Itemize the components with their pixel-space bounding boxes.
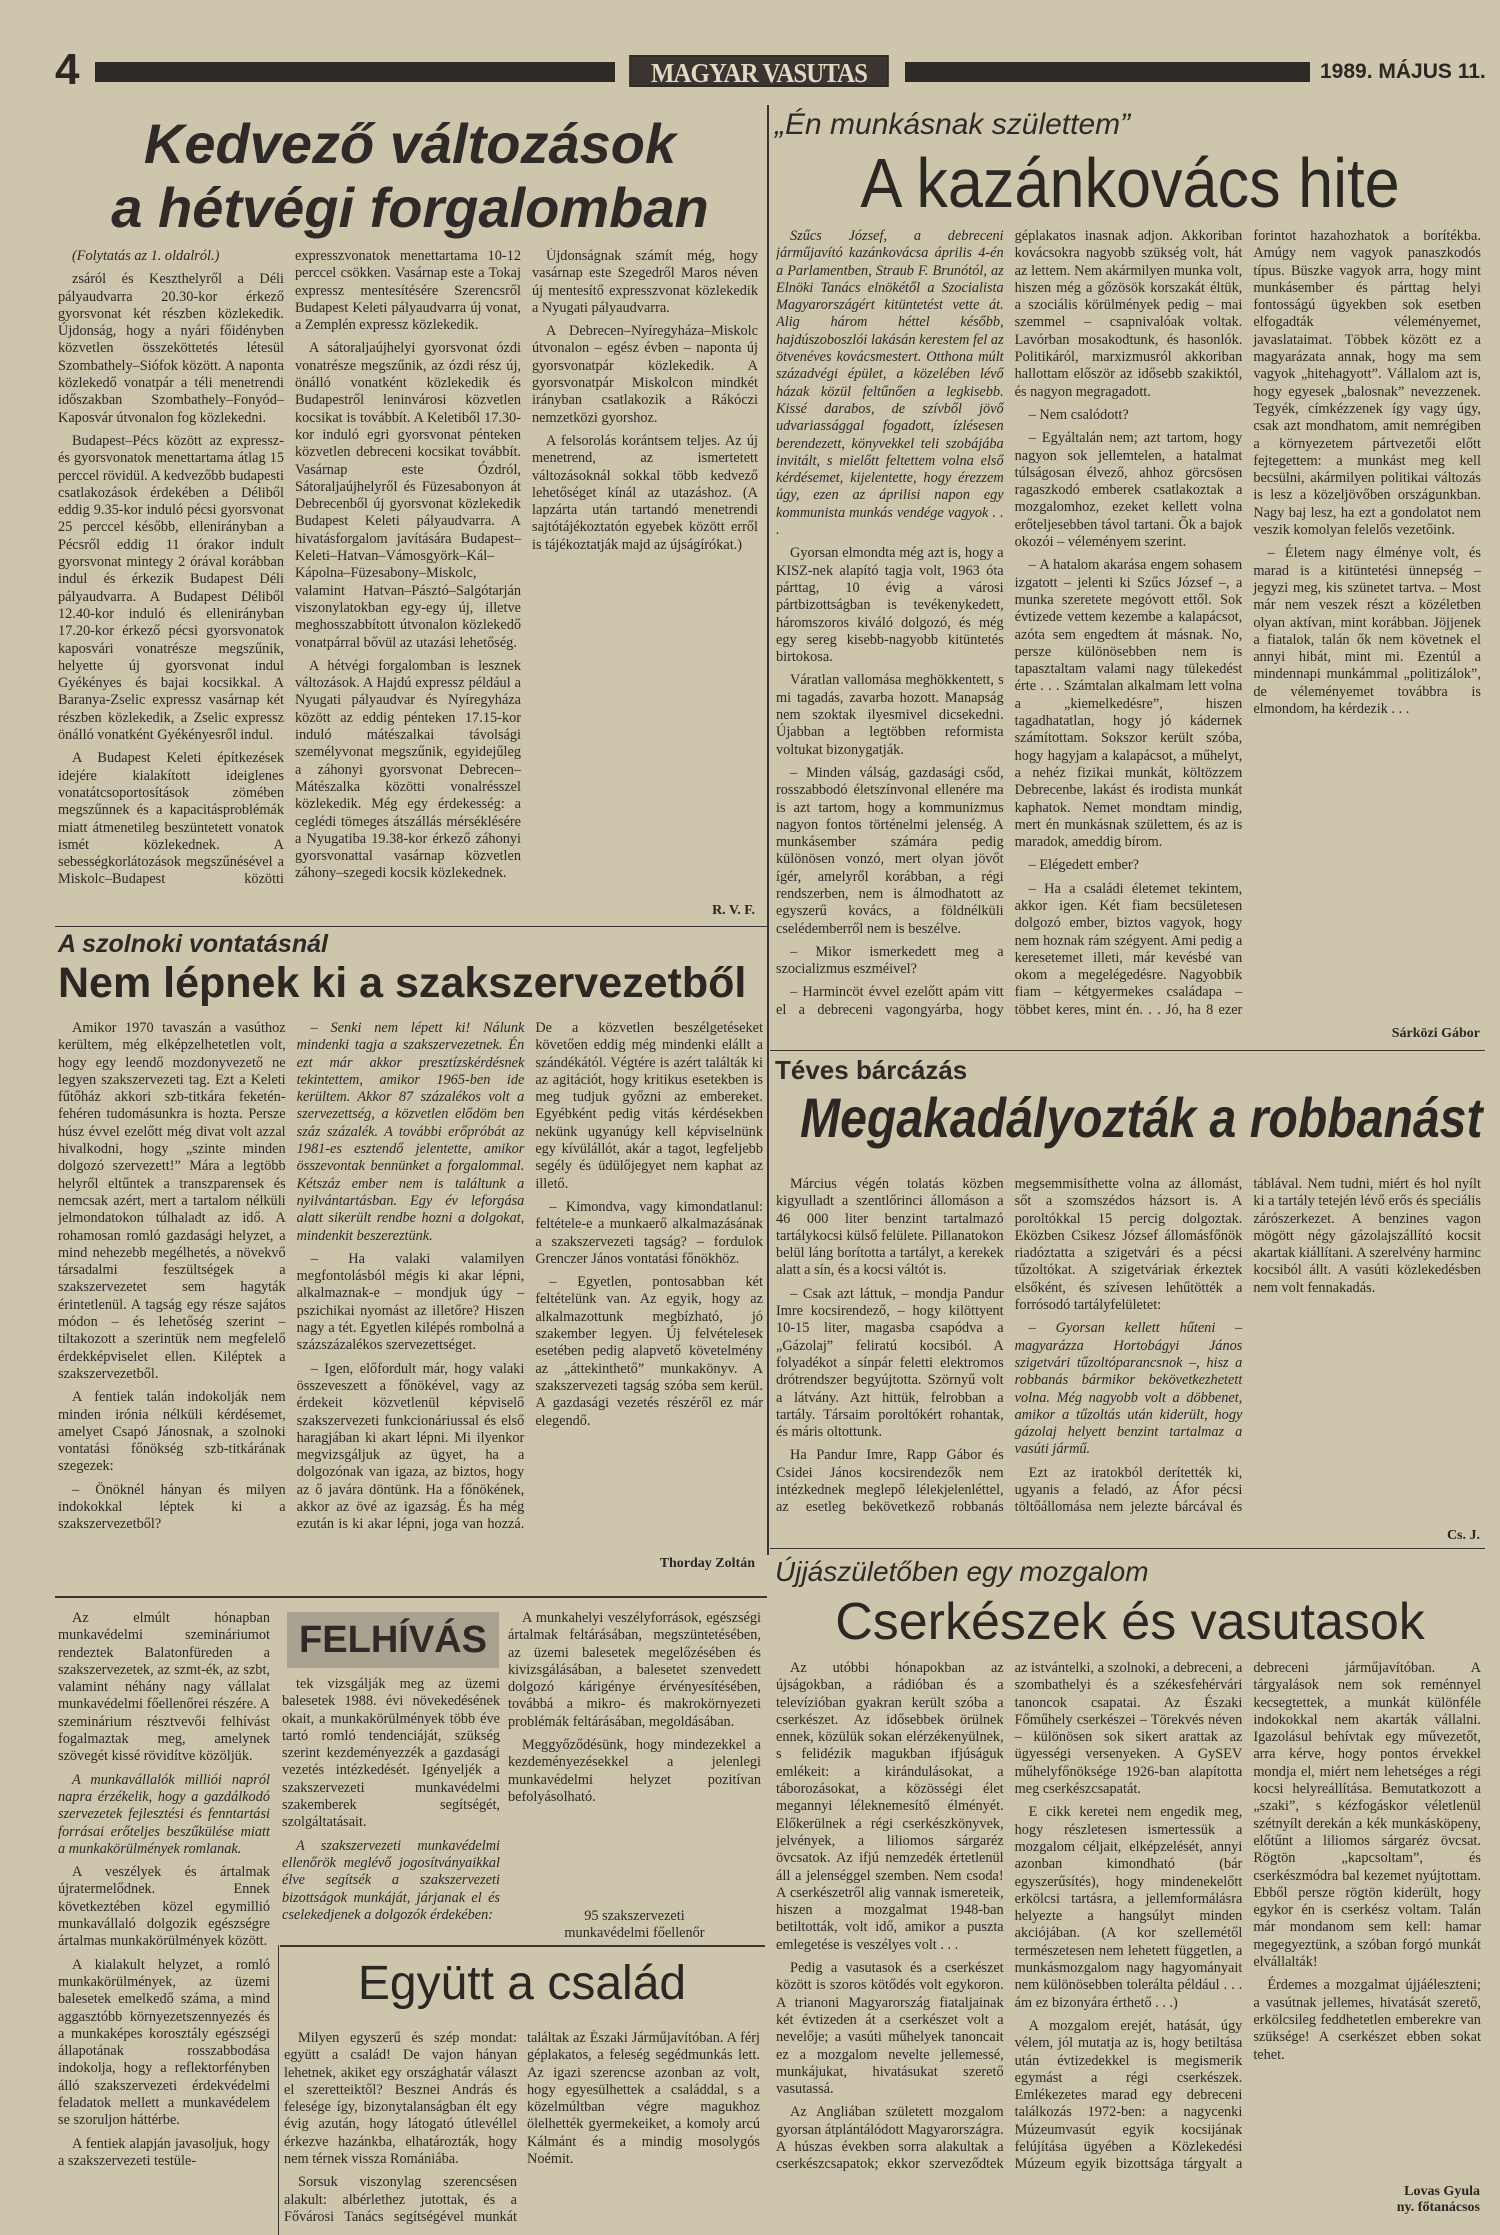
paragraph: – Ha valaki valamilyen megfontolásból mégis ki akar lépni, alkalmaznak-e – mondjuk úgy – pszichikai nyomást az illetőre? Hiszen nagy a tét. Egyetlen kilépés rombolná a százszázalékos szervezettséget. (296, 1250, 525, 1354)
headline: A kazánkovács hite (860, 144, 1400, 222)
section-divider (55, 1596, 767, 1598)
masthead-bar-right (905, 62, 1310, 82)
paragraph: – Önöknél hányan és milyen indokokkal léptek ki a szakszervezetből? (58, 1481, 286, 1533)
paragraph: A mozgalom erejét, hatását, úgy vélem, jól mutatja az is, hogy betiltása után évtizedekkel is megismerik egymást a régi cserkészek. Emlékezetes marad egy debreceni találkozás 1972-ben: a nagycenki Múzeumvasút egyik kocsijának felújítása ügyében a Közlekedési Múzeum egyik bizottsága tárgyalt a debreceni járműjavítóban. A tárgyalások nem sok reménnyel kecsegtettek, a munkát különféle indokokkal nem akarták vállalni. Igazolásul behívtak egy művezetőt, arra kérve, hogy pontos érvekkel mondja el, miért nem lehetséges a régi kocsi helyreállítása. Bemutatkozott a „szaki”, s kézfogáskor véletlenül szétnyílt derekán a kék munkásköpeny, előtűnt a liliomos sárgaréz övcsat. Rögtön „kapcsoltam”, és cserkészmódra bal kezemet nyújtottam. Ebből persze rögtön kiderült, hogy egykor én is cserkész voltam. Talán már mondanom sem kell: hamar megegyeztünk, a szóban forgó munkát elvállalták! (1014, 1660, 1481, 2173)
paragraph: Ha Pandur Imre, Rapp Gábor és Csidei János kocsirendezők nem intézkednek meglepő lélekjelenléttel, az esetleg bekövetkező robbanás megsemmisíthette volna az állomást, sőt a szomszédos házsort is. A poroltókkal 15 percig dolgoztak. Eközben Csikesz József állomásfőnök riadóztatta a szigetvári és a pécsi tűzoltókat. A szigetváriak érkeztek elsőként, és szívesen lehűtötték a forrósodó tartályfelületet: (776, 1176, 1243, 1516)
article-body (776, 1176, 1481, 1526)
article-body (776, 1660, 1481, 2180)
paragraph: A fentiek alapján javasoljuk, hogy a szakszervezeti testüle- (58, 2135, 270, 2169)
paragraph: – Gyorsan kellett hűteni – magyarázza Hortobágyi János szigetvári tűzoltóparancsnok –, hisz a robbanás bármikor bekövetkezhetett volna. Még nagyobb volt a döbbenet, amikor a tűzoltás után kiderült, hogy gázolaj helyett benzint tartalmaz a vasúti jármű. (1014, 1320, 1243, 1458)
appeal-column-3 (508, 1610, 761, 1910)
author-name: Lovas Gyula (1404, 2184, 1480, 2199)
headline (60, 112, 760, 240)
headline-line: a hétvégi forgalomban (111, 176, 709, 239)
kicker: Újjászületőben egy mozgalom (775, 1556, 1149, 1587)
issue-date: 1989. MÁJUS 11. (1320, 60, 1486, 83)
paragraph: – Egyáltalán nem; azt tartom, hogy nagyon sok jellemtelen, a hatalmat túlságosan élvező, ahhoz görcsösen ragaszkodó emberek csatlakoztak a mozgalomhoz, ezeket kellett volna erőteljesebben távol tartani. Ők a bajok okozói – véleményem szerint. (1014, 430, 1243, 551)
paragraph: – Mikor ismerkedett meg a szocializmus eszméivel? (776, 943, 1004, 978)
paragraph: E cikk keretei nem engedik meg, hogy részletesen ismertessük a mozgalom céljait, elképzelését, annyi azonban kimondható (bár egyszerűsítés), hogy mindenekelőtt erkölcsi tartásra, a jellemformálásra helyezte a hangsúlyt minden akciójában. (A kor szellemétől természetesen nem lehetett független, a munkásmozgalom nagy hagyományait nem különösebben tolerálta például . . . ám ez bizonyára érthető . . .) (1014, 1804, 1243, 2011)
headline: Nem lépnek ki a szakszervezetből (58, 959, 747, 1007)
paragraph: – Harmincöt évvel ezelőtt apám vitt el a debreceni vagongyárba, hogy géplakatos inasnak adjon. Akkoriban kovácsokra nagyobb szükség volt, hát az lettem. Nem akármilyen munka volt, hiszen még a gőzösök korszakát éltük, a szociális körülmények pedig – mai szemmel – csapnivalóak voltak. Lavórban mosakodtunk, és hasonlók. Politikáról, marxizmusról akkoriban hallottam először az idősebb szakiktól, és nagyon megragadott. (776, 228, 1243, 1018)
section-divider (278, 1945, 279, 2235)
paragraph: – Kimondva, vagy kimondatlanul: feltétele-e a munkaerő alkalmazásának a szakszervezeti tagság? – fordulok Grenczer János vontatási főnökhöz. (535, 1198, 763, 1267)
paragraph: Gyorsan elmondta még azt is, hogy a KISZ-nek alapító tagja volt, 1963 óta párttag, 10 évig a városi pártbizottságban is tevékenykedett, háromszoros kiváló dolgozó, és még egy sereg kisebb-nagyobb kitüntetés birtokosa. (776, 545, 1004, 666)
paragraph: – Életem nagy élménye volt, és marad is a kitüntetési ünnepség – jegyzi meg, kis szünetet tartva. – Most már nem veszek részt a közéletben olyan aktívan, mint korábban. Jöjjenek a fiatalok, talán ők nem követnek el annyi hibát, mint mi. Ezentúl a mindennapi munkámmal „politizálok”, de véleményemet továbbra is elmondom, ha kérdezik . . . (1253, 545, 1481, 718)
paragraph: – Ha a családi életemet tekintem, akkor igen. Két fiam becsületesen dolgozó ember, biztos vagyok, hogy nem hoznak rám szégyent. Ami pedig a keresetemet illeti, már kevésbé van okom a megelégedésre. Nagyobbik fiam – kétgyermekes családapa – többet keres, mint én. . . Jó, ha 8 ezer forintot hazahozhatok a borítékba. Amúgy nem vagyok panaszkodós típus. Büszke vagyok arra, hogy mint munkásember és párttag helyi fontosságú ügyekben sok esetben elfogadták véleményemet, javaslataimat. Többek között ez a magyarázata annak, hogy ma sem vagyok „hitehagyott”. Vállalom azt is, hogy egyesek „balosnak” nevezzenek. Tegyék, címkézzenek így vagy úgy, csak azt mondhatom, amit nemrégiben a környezetem pártvezetői előtt fejtegettem: a munkást meg kell becsülni, akármilyen politikai változás is lesz a közeljövőben országunkban. Nagy baj lesz, ha ezt a gondolatot nem veszik komolyan felelős vezetőink. (1014, 228, 1481, 1018)
paragraph: Budapest–Pécs között az expressz- és gyorsvonatok menettartama átlag 15 perccel rövidül. A kedvezőbb budapesti csatlakozások érdekében a Déliből eddig 9.35-kor induló pécsi gyorsvonat 25 perccel később, ellenirányban a Pécsről eddig 11 órakor indult gyorsvonat mintegy 2 órával korábban indul és érkezik Budapest Déli pályaudvarra. A Budapest Déliből 12.40-kor induló és ellenirányban 17.20-kor érkező pécsi gyorsvonatok kaposvári vonatrésze megszűnik, helyette új gyorsvonat indul Gyékényes és bajai kocsikkal. A Baranya-Zselic expressz vasárnap két részben közlekedik, a Zselic expressz önálló vonatként Gyékényesről indul. (58, 432, 284, 744)
paragraph: – Csak azt láttuk, – mondja Pandur Imre kocsirendező, – hogy kilöttyent 10-15 liter, magasba csapódva a „Gázolaj” feliratú kocsiból. A folyadékot a sínpár feletti elektromos drótrendszer begyújtotta. Szörnyű volt a látvány. Azt hittük, felrobban a tartály. Társaim poroltókért rohantak, és máris oltottunk. (776, 1285, 1004, 1441)
signature-line: munkavédelmi főellenőr (564, 1925, 705, 1941)
paragraph: zsáról és Keszthelyről a Déli pályaudvarra 20.30-kor érkező gyorsvonat két részben közlekedik. Újdonság, hogy a nyári főidényben közvetlen összeköttetés létesül Szombathely–Siófok között. A naponta közlekedő vonatpár a téli menetrendi időszakban Szombathely–Fonyód–Kaposvár útvonalon fog közlekedni. (58, 271, 284, 426)
section-divider (770, 1548, 1485, 1549)
paragraph: A sátoraljaújhelyi gyorsvonat ózdi vonatrésze megszűnik, az ózdi rész új, önálló vonatként közlekedik és Budapestről leninvárosi közvetlen kocsikat is továbbít. A Keletiből 17.30-kor induló egri gyorsvonat pénteken közvetlen debreceni kocsikat továbbít. Vasárnap este Ózdról, Sátoraljaújhelyről és Füzesabonyon át Debrecenből új gyorsvonat közlekedik Budapest Keleti pályaudvarra. A hivatásforgalom javítására Budapest–Keleti–Hatvan–Vámosgyörk–Kál–Kápolna–Füzesabony–Miskolc, valamint Hatvan–Pásztó–Salgótarján viszonylatokban egy-egy új, illetve meghosszabbított útvonalon közlekedő vonatpárral bővül az utazási lehetőség. (295, 340, 521, 651)
paragraph: (Folytatás az 1. oldalról.) (72, 248, 220, 264)
paragraph: – Minden válság, gazdasági csőd, rosszabbodó életszínvonal ellenére ma is azt tartom, hogy a kommunizmus nagyon fontos történelmi jelenség. A munkásember számára pedig különösen vonzó, mert olyan jövőt ígér, amelyről korábban, a régi rendszerben, nem is álmodhatott az egyszerű kovács, a földnélküli cselédemberről nem is beszélve. (776, 764, 1004, 937)
page-number: 4 (55, 45, 80, 94)
paragraph: A fentiek talán indokolják nem minden irónia nélküli kérdésemet, amelyet Csapó Jánosnak, a szolnoki vontatási főnökség szb-titkárának szegezek: (58, 1389, 286, 1475)
appeal-column-1 (58, 1610, 270, 2235)
paragraph: tek vizsgálják meg az üzemi balesetek 1988. évi növekedésének okait, a munkakörülmények több éve tartó romló tendenciáját, szükség szerint kezdeményezzék a gazdasági vezetés intézkedését. Igényeljék a szakszervezeti munkavédelmi szakemberek segítségét, szolgáltatásait. (282, 1676, 500, 1831)
headline-line: Kedvező változások (143, 112, 677, 175)
section-divider (55, 926, 767, 927)
paragraph: Újdonságnak számít még, hogy vasárnap este Szegedről Maros néven új mentesítő expresszvonat közlekedik a Nyugati pályaudvarra. (532, 248, 758, 316)
paragraph: Az elmúlt hónapban munkavédelmi szemináriumot rendeztek Balatonfüreden a szakszervezetek, az szmt-ék, az szbt, valamint néhány nagy vállalat munkavédelmi főellenőrei részére. A szeminárium résztvevői felhívást fogalmaztak meg, amelynek szövegét kissé rövidítve közöljük. (58, 1610, 270, 1765)
column-divider (767, 105, 769, 1555)
appeal-signature (508, 1908, 761, 1942)
byline: R. V. F. (712, 903, 755, 918)
newspaper-title: MAGYAR VASUTAS (629, 55, 888, 87)
paragraph: – A hatalom akarása engem sohasem izgatott – jelenti ki Szűcs József –, a munka szeretete megóvott ettől. Sok évtizede vettem kezembe a kalapácsot, azóta sem engedtem át másnak. No, persze különösebben nem is tapasztaltam valami nagy tülekedést érte . . . Számtalan alkalmam lett volna a „kiemelkedésre”, hiszen tagadhatatlan, hogy jó kádernek számítottam. Sokszor került szóba, hogy hagyjam a kalapácsot, a műhelyt, a nehéz fizikai munkát, költözzem Debrecenbe, lakást és irodista munkát kaphatok. Nemet mondtam mindig, mert én munkásnak születtem, és az is maradok, ameddig bírom. (1014, 557, 1243, 851)
paragraph: A Debrecen–Nyíregyháza–Miskolc útvonalon – egész évben – naponta új gyorsvonatpár közlekedik. A gyorsvonatpár Miskolcon mindkét irányban csatlakozik a Rákóczi nemzetközi gyorshoz. (532, 323, 758, 426)
appeal-column-2 (282, 1676, 500, 1938)
paragraph: A munkavállalók milliói napról napra érzékelik, hogy a gazdálkodó szervezetek fejlesztési és fenntartási forrásai erőteljes beszűkülése miatt a munkakörülmények romlanak. (58, 1771, 270, 1857)
byline (1260, 2184, 1480, 2216)
appeal-title: FELHÍVÁS (287, 1612, 499, 1668)
paragraph: – Nem csalódott? (1028, 406, 1129, 423)
paragraph: A munkahelyi veszélyforrások, egészségi ártalmak feltárásában, megszüntetésében, az üzemi balesetek megelőzésében és kivizsgálásában, a balesetet szenvedett dolgozó kárigénye érvényesítésében, továbbá a mikro- és makrokörnyezeti problémák feltárásában, megoldásában. (508, 1610, 761, 1730)
paragraph: Az utóbbi hónapokban az újságokban, a rádióban és a televízióban gyakran került szóba a cserkészet. Az idősebbek örülnek ennek, közülük sokan elérzékenyülnek, s felidézik magukban ifjúságuk emlékeit: a kirándulásokat, a táborozásokat, a közösségi élet megannyi léleknemesítő élményét. Előkerülnek a régi cserkészkönyvek, jelvények, a liliomos sárgaréz övcsatok. Az ifjú nemzedék értetlenül áll a jelenséggel szemben. Nem csoda! A cserkészetről alig vannak ismereteik, hiszen a mozgalmat 1948-ban betiltották, volt idő, amikor a puszta emlegetése is veszélyes volt . . . (776, 1660, 1004, 1953)
paragraph: Milyen egyszerű és szép mondat: együtt a család! De vajon hányan lehetnek, akiket egy országhatár választ el szeretteiktől? Besznei András és felesége így, bizonytalanságban élt egy évig azután, hogy látogató útlevéllel érkezve hazánkba, elhatározták, hogy nem térnek vissza Romániába. (284, 2030, 517, 2168)
article-body (776, 228, 1481, 1020)
headline: Együtt a család (357, 1957, 687, 2010)
headline: Megakadályozták a robbanást (800, 1086, 1483, 1149)
article-body (58, 1020, 763, 1540)
headline: Cserkészek és vasutasok (835, 1593, 1425, 1651)
paragraph: Ezt az iratokból derítették ki, ugyanis a feladó, az Áfor pécsi töltőállomása nem jelezte bárcával és táblával. Nem tudni, miért és hol nyílt ki a tartály tetején lévő erős és speciális zárószerkezet. A benzines vagon mögött négy gázolajszállító kocsit akartak kiállítani. A szerelvény harminc kocsiból állt. A vasúti közlekedésben nem volt fennakadás. (1014, 1176, 1481, 1516)
paragraph: Pedig a vasutasok és a cserkészet között is szoros kötődés volt egykoron. A trianoni Magyarország fiataljainak két évtizeden át a cserkészet volt a nevelője; a vasúti műhelyek tanoncait ez a mozgalom nevelte jellemessé, munkájukat, hivatásukat szerető vasutassá. (776, 1960, 1004, 2098)
byline: Cs. J. (1446, 1528, 1480, 1543)
paragraph: A felsorolás korántsem teljes. Az új menetrend, az ismertetett változásoknál sokkal több kedvező lehetőséget kínál az utazáshoz. (A lapzárta után tartandó menetrendi sajtótájékoztatón egyebek között erről is tájékoztatják majd az újságírókat.) (532, 432, 758, 553)
article-body (58, 248, 758, 903)
paragraph: – Senki nem lépett ki! Nálunk mindenki tagja a szakszervezetnek. Én ezt már akkor presztízskérdésnek tekintettem, amikor 1965-ben ide kerültem. Akkor 87 százalékos volt a szervezettség, a közvetlen elődöm ben száz százalék. A további erőpróbát az 1981-es esztendő jelentette, amikor összevontak bennünket a forgalommal. Kétszáz ember nem is találtunk a nyilvántartásban. Egy év leforgása alatt sikerült rendbe hozni a dolgokat, mindenkit beszereztünk. (296, 1020, 525, 1244)
author-title: ny. főtanácsos (1396, 2200, 1480, 2215)
article-body (284, 2030, 760, 2235)
paragraph: A szakszervezeti munkavédelmi ellenőrök meglévő jogosítványaikkal élve segítsék a szakszervezeti bizottságok munkáját, járjanak el és cselekedjenek a dolgozók érdekében: (282, 1837, 500, 1923)
kicker: A szolnoki vontatásnál (58, 930, 328, 958)
masthead-bar-left (95, 62, 615, 82)
paragraph: – Egyetlen, pontosabban két feltételünk van. Az egyik, hogy az alkalmazottunk megbízható, jó szakember legyen. Új felvételesek esetében pedig alapvető követelmény az „áttekinthető” munkakönyv. A szakszervezeti tagság szóba sem kerül. A gazdasági vezetés részéről ez már elegendő. (535, 1274, 763, 1429)
section-divider (770, 1050, 1485, 1051)
byline: Thorday Zoltán (659, 1556, 755, 1571)
paragraph: Március végén tolatás közben kigyulladt a szentlőrinci állomáson a 46 000 liter benzint tartalmazó tartálykocsi külső felülete. Pillanatokon belül láng borította a tartályt, a kerekek alatt a sín, és a kocsi váltót is. (776, 1176, 1004, 1279)
paragraph: Amikor 1970 tavaszán a vasúthoz kerültem, még elképzelhetetlen volt, hogy egy leendő mozdonyvezető ne legyen szakszervezeti tag. Ezt a Keleti fűtőház akkori szb-titkára feketén-fehéren tudomásunkra is hozta. Persze húsz évvel ezelőtt még divat volt azzal hivalkodni, hogy „szinte minden dolgozó szervezett!” Mára a legtöbb helyről eltűntek a transzparensek és nemcsak azért, mert a tartalom nélküli jelmondatokon túlhaladt az idő. A rohamosan romló gazdasági helyzet, a mind nehezebb megélhetés, a növekvő társadalmi feszültségek a szakszervezetet sem hagyták érintetlenül. A tagság egy része sajátos módon – és lehetőség szerint – tiltakozott a szerintük nem megfelelő érdekképviselet ellen. Kiléptek a szakszervezetből. (58, 1020, 286, 1382)
paragraph: – Elégedett ember? (1028, 857, 1140, 874)
paragraph: Meggyőződésünk, hogy mindezekkel a kezdeményezésekkel a jelenlegi munkavédelmi helyzet pozitívan befolyásolható. (508, 1737, 761, 1805)
byline: Sárközi Gábor (1391, 1026, 1480, 1041)
kicker: Téves bárcázás (775, 1055, 968, 1085)
kicker: „Én munkásnak születtem” (775, 108, 1131, 141)
paragraph: Sorsuk viszonylag szerencsésen alakult: albérlethez jutottak, és a Fővárosi Tanács segítségével munkát találtak az Északi Járműjavítóban. A férj géplakatos, a feleség segédmunkás lett. Az igazi szerencse azonban az volt, hogy egyesülhettek a családdal, s a közelmúltban végre magukhoz ölelhették gyermekeiket, a komoly arcú Kálmánt és a mindig mosolygós Noémit. (284, 2030, 760, 2225)
section-divider (280, 1945, 765, 1947)
paragraph: Váratlan vallomása meghökkentett, s mi tagadás, zavarba hozott. Manapság nem szoktak ilyesmivel dicsekedni. Újabban a legtöbben reformista voltukat bizonygatják. (776, 672, 1004, 758)
paragraph: A kialakult helyzet, a romló munkakörülmények, az üzemi balesetek emelkedő száma, a mind aggasztóbb környezetszennyezés és a munkaképes korosztály egészségi állapotának rosszabbodása indokolja, hogy a reflektorfényben álló szakszervezeti érdekvédelmi feladatok mellett a munkavédelem se szoruljon háttérbe. (58, 1956, 270, 2129)
paragraph: A hétvégi forgalomban is lesznek változások. A Hajdú expressz például a Nyugati pályaudvar és Nyíregyháza között az eddig pénteken 17.15-kor induló mátészalkai távolsági személyvonat megszűnik, egyidejűleg a záhonyi gyorsvonat Debrecen–Mátészalka közötti vonalrésszel közlekedik. Még egy érdekesség: a ceglédi tömeges átszállás mérséklésére a Nyugatiba 19.38-kor érkező záhonyi gyorsvonattal vasárnap közvetlen záhony–szegedi kocsik közlekednek. (295, 657, 521, 882)
paragraph: – Igen, előfordult már, hogy valaki összeveszett a főnökével, vagy az érdekeit közvetlenül képviselő szakszervezeti funkcionáriussal és első haragjában ki akart lépni. Mi ilyenkor megvizsgáljuk az ügyet, ha a dolgozónak van igaza, az biztos, hogy az ő javára döntünk. Ha a főnökének, akkor az övé az igazság. És ha még ezután is ki akar lépni, joga van hozzá. De a közvetlen beszélgetéseket követően eddig még mindenki elállt a szándékától. Végtére is azért találták ki az agitációt, hogy kritikus esetekben is meg tudjuk győzni az embereket. Egyébként pedig vitás kérdésekben nekünk ugyanúgy kell képviselnünk egy kívülállót, akár a tagot, legfeljebb segély és üdülőjegyet nem kaphat az illető. (296, 1020, 763, 1533)
paragraph: A veszélyek és ártalmak újratermelődnek. Ennek következtében közel egymillió munkavállaló dolgozik egészségre ártalmas munkakörülmények között. (58, 1864, 270, 1950)
paragraph: Érdemes a mozgalmat újjáéleszteni; a vasútnak jellemes, hivatását szerető, erkölcsileg feddhetetlen emberekre van szüksége! A cserkészet ebben sokat tehet. (1253, 1977, 1481, 2063)
paragraph: Szűcs József, a debreceni járműjavító kazánkovácsa április 4-én a Parlamentben, Straub F. Brunótól, az Elnöki Tanács elnökétől a Szocialista Magyarországért kitüntetést vette át. Alig három héttel később, hajdúszoboszlói lakásán kerestem fel az ötvenéves kovácsmestert. Otthona múlt századvégi épület, a közelében lévő házak közül feltűnően a legkisebb. Kissé darabos, de szívből jövő udvariassággal fogadott, ízlésesen berendezett, könyvekkel teli szobájába invitált, s mielőtt feltettem volna első kérdésemet, kijelentette, hogy érezzem úgy, ezen az áprilisi napon egy kommunista munkás vendége vagyok . . . (776, 228, 1004, 539)
paragraph: Az Angliában született mozgalom gyorsan átplántálódott Magyarországra. A húszas években sorra alakultak a cserkészcsapatok; ekkor szerveződtek az istvántelki, a szolnoki, a debreceni, a szombathelyi és a székesfehérvári tanoncok csapatai. Az Északi Főműhely cserkészei – Törekvés néven – különösen sok sikert arattak az ügyességi versenyeken. A GySEV műhelyfőnöksége 1926-ban alapította meg cserkészcsapatát. (776, 1660, 1243, 2173)
paragraph: A Budapest Keleti építkezések idejére kialakított ideiglenes vonatátcsoportosítások zömében megszűnnek és a kapacitásproblémák miatt átmenetileg beszüntetett vonatok ismét közlekednek. A sebességkorlátozások megszűnésével a Miskolc–Budapest közötti expresszvonatok menettartama 10-12 perccel csökken. Vasárnap este a Tokaj expressz mentesítésére Szerencsről Budapest Keleti pályaudvarra új vonat, a Zemplén expressz közlekedik. (58, 248, 521, 888)
signature-line: 95 szakszervezeti (584, 1908, 685, 1924)
